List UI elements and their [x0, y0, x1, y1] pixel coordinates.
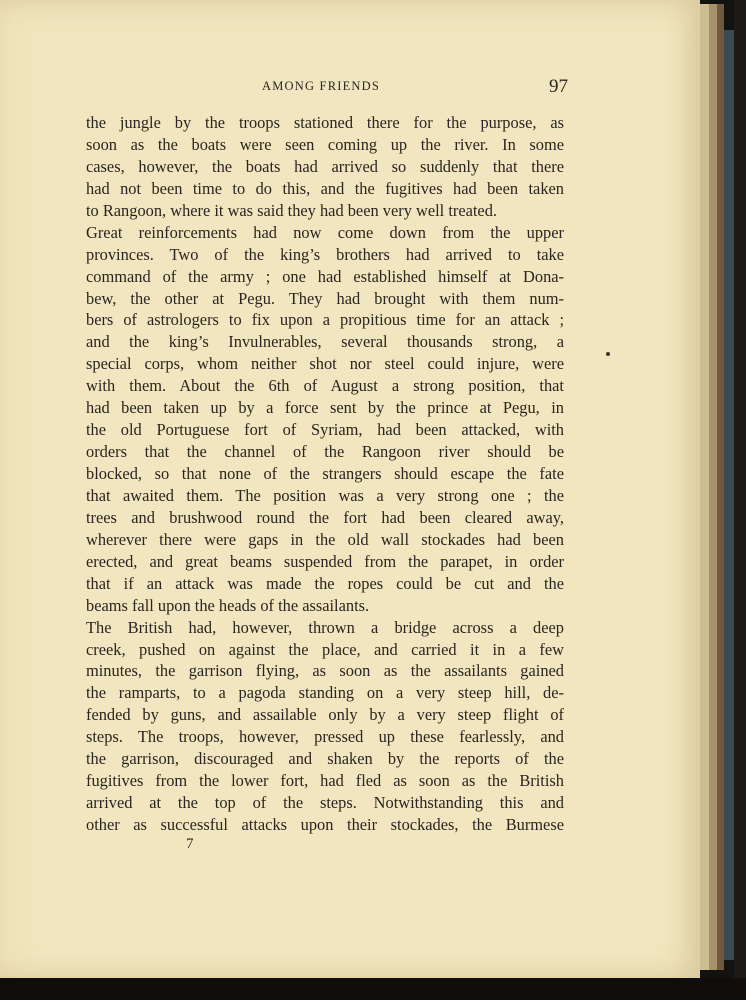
text-line: command of the army ; one had established himself at Dona- — [86, 266, 564, 286]
page-header — [262, 76, 568, 98]
text-line: erected, and great beams suspended from the parapet, in order — [86, 551, 564, 571]
text-line: minutes, the garrison flying, as soon as the assailants gained — [86, 661, 564, 681]
text-line: bers of astrologers to fix upon a propitious time for an attack ; — [86, 310, 564, 330]
page-number: 97 — [549, 76, 568, 97]
body-text — [86, 112, 564, 836]
text-line: to Rangoon, where it was said they had been very well treated. — [86, 200, 497, 220]
text-line: provinces. Two of the king’s brothers had arrived to take — [86, 244, 564, 264]
text-line: creek, pushed on against the place, and carried it in a few — [86, 639, 564, 659]
scan-background — [0, 978, 746, 1000]
text-line: and the king’s Invulnerables, several thousands strong, a — [86, 332, 564, 352]
text-line: arrived at the top of the steps. Notwithstanding this and — [86, 793, 564, 813]
book-cover-edge — [724, 30, 734, 960]
text-line: other as successful attacks upon their stockades, the Burmese — [86, 815, 564, 834]
text-line: Great reinforcements had now come down from the upper — [86, 222, 564, 242]
text-line: special corps, whom neither shot nor steel could injure, were — [86, 354, 564, 374]
page-edges — [700, 4, 709, 970]
text-line: soon as the boats were seen coming up the river. In some — [86, 134, 564, 154]
text-line: that awaited them. The position was a very strong one ; the — [86, 485, 564, 505]
text-line: that if an attack was made the ropes could be cut and the — [86, 573, 564, 593]
text-line: with them. About the 6th of August a strong position, that — [86, 376, 564, 396]
text-line: the ramparts, to a pagoda standing on a very steep hill, de- — [86, 683, 564, 703]
page-edges-inner — [709, 4, 717, 970]
text-line: steps. The troops, however, pressed up these fearlessly, and — [86, 727, 564, 747]
running-title: AMONG FRIENDS — [262, 79, 381, 93]
text-line: orders that the channel of the Rangoon river should be — [86, 442, 564, 462]
text-line: The British had, however, thrown a bridge across a deep — [86, 617, 564, 637]
text-line: the old Portuguese fort of Syriam, had been attacked, with — [86, 420, 564, 440]
book-spine-shadow — [734, 0, 746, 1000]
text-line: trees and brushwood round the fort had been cleared away, — [86, 507, 564, 527]
text-line: wherever there were gaps in the old wall stockades had been — [86, 529, 564, 549]
ink-speck — [606, 352, 610, 356]
text-line: cases, however, the boats had arrived so suddenly that there — [86, 156, 564, 176]
text-line: had been taken up by a force sent by the prince at Pegu, in — [86, 398, 564, 418]
text-line: bew, the other at Pegu. They had brought with them num- — [86, 288, 564, 308]
text-line: the garrison, discouraged and shaken by the reports of the — [86, 749, 564, 769]
text-line: blocked, so that none of the strangers should escape the fate — [86, 464, 564, 483]
text-line: the jungle by the troops stationed there for the purpose, as — [86, 113, 564, 132]
text-line: beams fall upon the heads of the assailants. — [86, 595, 370, 615]
text-line: had not been time to do this, and the fugitives had been taken — [86, 178, 564, 198]
text-line: fended by guns, and assailable only by a very steep flight of — [86, 705, 564, 725]
page-edges-shadow — [717, 4, 724, 970]
text-line: fugitives from the lower fort, had fled as soon as the British — [86, 771, 564, 791]
signature-mark: 7 — [186, 836, 194, 852]
